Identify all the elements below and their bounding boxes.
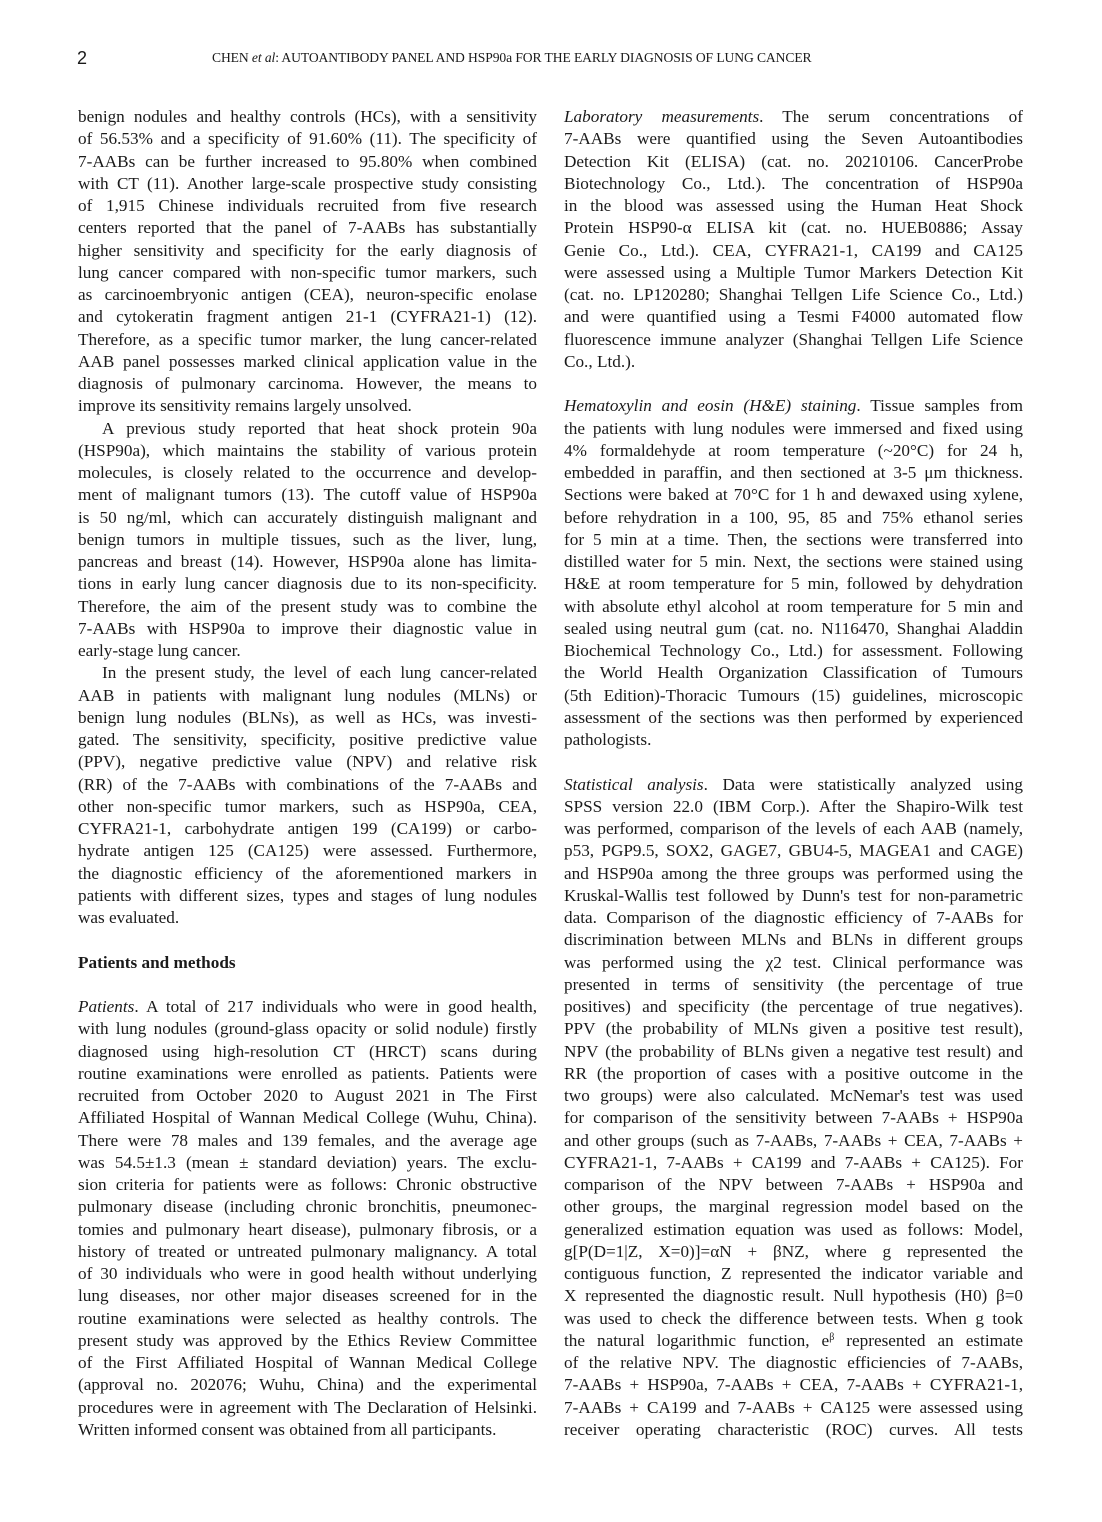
- text-line: the World Health Organization Classification of Tumours: [564, 663, 1023, 683]
- text-line: 7-AABs were quantified using the Seven Autoantibodies: [564, 129, 1023, 149]
- text-line: g[P(D=1|Z, X=0)]=αN + βNZ, where g represented the: [564, 1241, 1023, 1261]
- subsection-lead: Hematoxylin and eosin (H&E) staining: [564, 396, 857, 416]
- text-line: pancreas and breast (14). However, HSP90a alone has limita-: [78, 552, 537, 571]
- text-line: was used to check the difference between tests. When g took: [564, 1308, 1023, 1328]
- text-line: of the relative NPV. The diagnostic efficiencies of 7-AABs,: [564, 1353, 1023, 1372]
- text-line: (RR) of the 7-AABs with combinations of the 7-AABs and: [78, 774, 537, 794]
- text-line: of 1,915 Chinese individuals recruited from five research: [78, 196, 537, 215]
- running-head-prefix: CHEN: [212, 50, 252, 65]
- text-line: data. Comparison of the diagnostic efficiency of 7-AABs for: [564, 908, 1023, 927]
- text-line: contiguous function, Z represented the indicator variable and: [564, 1264, 1023, 1283]
- text-line: as carcinoembryonic antigen (CEA), neuron-specific enolase: [78, 285, 537, 304]
- text-line: patients with different sizes, types and stages of lung nodules: [78, 885, 537, 905]
- text-span: . Tissue samples from: [856, 396, 1023, 416]
- text-line: early-stage lung cancer.: [78, 641, 241, 660]
- text-line: sealed using neutral gum (cat. no. N116470, Shanghai Aladdin: [564, 618, 1023, 638]
- text-line: of the First Affiliated Hospital of Wannan Medical College: [78, 1353, 537, 1372]
- text-line: the diagnostic efficiency of the aforementioned markers in: [78, 863, 537, 883]
- text-line: lung diseases, nor other major diseases screened for in the: [78, 1286, 537, 1306]
- running-head-title: : AUTOANTIBODY PANEL AND HSP90a FOR THE EARLY DIAGNOSIS OF LUNG CANCER: [275, 50, 812, 65]
- text-line: before rehydration in a 100, 95, 85 and 75% ethanol series: [564, 507, 1023, 527]
- text-line: Biochemical Technology Co., Ltd.) for assessment. Following: [564, 641, 1023, 660]
- text-line: centers reported that the panel of 7-AABs has substantially: [78, 218, 537, 238]
- running-head-et-al: et al: [251, 50, 276, 65]
- text-line: SPSS version 22.0 (IBM Corp.). After the Shapiro-Wilk test: [564, 796, 1023, 816]
- text-line: in the blood was assessed using the Human Heat Shock: [564, 196, 1023, 215]
- text-line: (cat. no. LP120280; Shanghai Tellgen Life Science Co., Ltd.): [564, 285, 1023, 304]
- text-line: was 54.5±1.3 (mean ± standard deviation) years. The exclu-: [78, 1152, 537, 1172]
- text-line: Co., Ltd.).: [564, 351, 636, 371]
- text-line: (approval no. 202076; Wuhu, China) and the experimental: [78, 1375, 537, 1395]
- text-line: gated. The sensitivity, specificity, positive predictive value: [78, 730, 537, 749]
- text-line: Biotechnology Co., Ltd.). The concentration of HSP90a: [564, 173, 1023, 193]
- text-line: and HSP90a among the three groups was performed using the: [564, 863, 1023, 883]
- text-line: [78, 996, 537, 1018]
- subsection-lead: Statistical analysis: [564, 774, 704, 794]
- text-line: 7-AABs with HSP90a to improve their diagnostic value in: [78, 618, 537, 638]
- text-line: A previous study reported that heat shock protein 90a: [102, 418, 537, 438]
- he-staining-paragraph: [564, 395, 1023, 751]
- text-span: represented an estimate: [834, 1330, 1023, 1350]
- text-line: with CT (11). Another large-scale prospective study consisting: [78, 173, 537, 193]
- text-line: positives) and specificity (the percentage of true negatives).: [564, 997, 1023, 1016]
- text-line: In the present study, the level of each lung cancer-related: [102, 663, 537, 683]
- lab-measurements-paragraph: [564, 106, 1023, 373]
- text-line: assessment of the sections was then performed by experienced: [564, 707, 1023, 727]
- text-span: . Data were statistically analyzed using: [703, 774, 1023, 794]
- page-number: 2: [77, 48, 88, 68]
- text-line: routine examinations were selected as healthy controls. The: [78, 1308, 537, 1328]
- text-line: was performed, comparison of the levels of each AAB (namely,: [564, 819, 1023, 838]
- text-line: were assessed using a Multiple Tumor Markers Detection Kit: [564, 262, 1023, 282]
- left-column: [78, 106, 537, 1441]
- spacer: [78, 974, 537, 996]
- text-line: AAB in patients with malignant lung nodules (MLNs) or: [78, 685, 537, 705]
- text-line: distilled water for 5 min. Next, the sections were stained using: [564, 552, 1023, 571]
- text-line: pulmonary disease (including chronic bronchitis, pneumonec-: [78, 1197, 537, 1217]
- spacer: [78, 929, 537, 951]
- text-line: higher sensitivity and specificity for the early diagnosis of: [78, 240, 537, 260]
- text-line: There were 78 males and 139 females, and the average age: [78, 1130, 537, 1150]
- text-line: history of treated or untreated pulmonary malignancy. A total: [78, 1241, 537, 1261]
- text-line: PPV (the probability of MLNs given a positive test result),: [564, 1019, 1023, 1039]
- text-line: [564, 395, 1023, 417]
- beta-superscript: β: [829, 1331, 835, 1343]
- text-line: two groups) were also calculated. McNemar's test was used: [564, 1086, 1023, 1105]
- text-line: p53, PGP9.5, SOX2, GAGE7, GBU4-5, MAGEA1 and CAGE): [564, 841, 1023, 861]
- running-head: [212, 50, 812, 66]
- text-line: other groups, the marginal regression model based on the: [564, 1197, 1023, 1217]
- intro-continued-paragraph: [78, 106, 537, 418]
- text-line: of 30 individuals who were in good health without underlying: [78, 1264, 537, 1283]
- text-line: comparison of the NPV between 7-AABs + HSP90a and: [564, 1175, 1023, 1194]
- text-line: 7-AABs + HSP90a, 7-AABs + CEA, 7-AABs + CYFRA21-1,: [564, 1375, 1023, 1395]
- text-line: benign tumors in multiple tissues, such as the liver, lung,: [78, 529, 537, 549]
- text-line: with lung nodules (ground-glass opacity or solid nodule) firstly: [78, 1019, 537, 1039]
- subsection-lead: Patients: [78, 997, 135, 1016]
- text-line: diagnosis of pulmonary carcinoma. However, the means to: [78, 374, 537, 393]
- text-line: 7-AABs + CA199 and 7-AABs + CA125 were assessed using: [564, 1397, 1023, 1417]
- text-line: with absolute ethyl alcohol at room temperature for 5 min and: [564, 596, 1023, 616]
- subsection-lead: Laboratory measurements: [564, 107, 760, 126]
- text-line: and other groups (such as 7-AABs, 7-AABs + CEA, 7-AABs +: [564, 1130, 1023, 1150]
- text-line: embedded in paraffin, and then sectioned at 3-5 μm thickness.: [564, 463, 1023, 482]
- text-line: pathologists.: [564, 730, 652, 749]
- spacer: [564, 373, 1023, 395]
- text-line: diagnosed using high-resolution CT (HRCT) scans during: [78, 1041, 537, 1061]
- text-line: Therefore, the aim of the present study was to combine the: [78, 596, 537, 616]
- text-line: [564, 106, 1023, 128]
- text-line: and cytokeratin fragment antigen 21-1 (CYFRA21-1) (12).: [78, 307, 537, 327]
- text-line: NPV (the probability of BLNs given a negative test result) and: [564, 1041, 1023, 1061]
- text-line: [564, 774, 1023, 796]
- text-line: procedures were in agreement with The Declaration of Helsinki.: [78, 1397, 537, 1417]
- text-line: CYFRA21-1, carbohydrate antigen 199 (CA199) or carbo-: [78, 819, 537, 838]
- spacer: [564, 751, 1023, 773]
- text-line: hydrate antigen 125 (CA125) were assessed. Furthermore,: [78, 841, 537, 861]
- text-line: generalized estimation equation was used as follows: Model,: [564, 1219, 1023, 1239]
- text-line: Detection Kit (ELISA) (cat. no. 20210106. CancerProbe: [564, 151, 1023, 171]
- text-line: (5th Edition)-Thoracic Tumours (15) guidelines, microscopic: [564, 685, 1023, 705]
- text-line: CYFRA21-1, 7-AABs + CA199 and 7-AABs + CA125). For: [564, 1152, 1023, 1172]
- text-line: and were quantified using a Tesmi F4000 automated flow: [564, 307, 1023, 327]
- text-line: Sections were baked at 70°C for 1 h and dewaxed using xylene,: [564, 485, 1023, 505]
- text-span: . A total of 217 individuals who were in good health,: [134, 997, 537, 1016]
- text-line: ment of malignant tumors (13). The cutoff value of HSP90a: [78, 485, 537, 505]
- text-line: fluorescence immune analyzer (Shanghai Tellgen Life Science: [564, 329, 1023, 349]
- text-line: lung cancer compared with non-specific tumor markers, such: [78, 262, 537, 282]
- text-line: Protein HSP90-α ELISA kit (cat. no. HUEB0886; Assay: [564, 218, 1023, 238]
- text-line: benign nodules and healthy controls (HCs), with a sensitivity: [78, 107, 537, 126]
- text-line: 4% formaldehyde at room temperature (~20°C) for 24 h,: [564, 440, 1023, 460]
- text-line: the patients with lung nodules were immersed and fixed using: [564, 418, 1023, 438]
- text-line: is 50 ng/ml, which can accurately distinguish malignant and: [78, 507, 537, 527]
- present-study-paragraph: [78, 662, 537, 929]
- text-line: receiver operating characteristic (ROC) curves. All tests: [564, 1419, 1023, 1439]
- text-line: benign lung nodules (BLNs), as well as HCs, was investi-: [78, 707, 537, 727]
- text-line: for comparison of the sensitivity between 7-AABs + HSP90a: [564, 1108, 1023, 1128]
- statistical-analysis-paragraph: [564, 774, 1023, 1442]
- text-line: presented in terms of sensitivity (the percentage of true: [564, 974, 1023, 994]
- right-column: [564, 106, 1023, 1441]
- text-line: present study was approved by the Ethics Review Committee: [78, 1330, 537, 1350]
- text-line: discrimination between MLNs and BLNs in different groups: [564, 930, 1023, 950]
- text-line: sion criteria for patients were as follows: Chronic obstructive: [78, 1175, 537, 1194]
- text-span: the natural logarithmic function, e: [564, 1330, 830, 1350]
- text-line: molecules, is closely related to the occurrence and develop-: [78, 463, 537, 482]
- text-line: Written informed consent was obtained from all participants.: [78, 1419, 497, 1439]
- text-line: H&E at room temperature for 5 min, followed by dehydration: [564, 574, 1023, 594]
- text-line: Kruskal-Wallis test followed by Dunn's test for non-parametric: [564, 885, 1023, 905]
- text-line: was performed using the χ2 test. Clinical performance was: [564, 952, 1023, 972]
- text-line: routine examinations were enrolled as patients. Patients were: [78, 1063, 537, 1083]
- text-line: tomies and pulmonary heart disease), pulmonary fibrosis, or a: [78, 1219, 537, 1239]
- text-line: (PPV), negative predictive value (NPV) and relative risk: [78, 752, 537, 772]
- text-line: X represented the diagnostic result. Null hypothesis (H0) β=0: [564, 1286, 1023, 1306]
- text-line: (HSP90a), which maintains the stability of various protein: [78, 440, 537, 460]
- text-line: tions in early lung cancer diagnosis due to its non-specificity.: [78, 574, 537, 594]
- text-line: Therefore, as a specific tumor marker, the lung cancer-related: [78, 329, 537, 349]
- text-line: improve its sensitivity remains largely unsolved.: [78, 396, 412, 416]
- text-line: other non-specific tumor markers, such as HSP90a, CEA,: [78, 796, 537, 816]
- text-line: [564, 1330, 1023, 1352]
- text-line: of 56.53% and a specificity of 91.60% (11). The specificity of: [78, 129, 537, 149]
- section-heading: Patients and methods: [78, 952, 236, 972]
- text-line: Affiliated Hospital of Wannan Medical College (Wuhu, China).: [78, 1108, 537, 1128]
- patients-paragraph: [78, 996, 537, 1441]
- text-line: Genie Co., Ltd.). CEA, CYFRA21-1, CA199 and CA125: [564, 240, 1023, 260]
- text-line: AAB panel possesses marked clinical application value in the: [78, 351, 537, 371]
- text-span: . The serum concentrations of: [759, 107, 1023, 126]
- hsp90a-paragraph: [78, 418, 537, 663]
- text-line: for 5 min at a time. Then, the sections were transferred into: [564, 529, 1023, 549]
- text-line: recruited from October 2020 to August 2021 in The First: [78, 1086, 537, 1105]
- text-line: RR (the proportion of cases with a positive outcome in the: [564, 1063, 1023, 1083]
- text-line: was evaluated.: [78, 908, 180, 927]
- text-line: 7-AABs can be further increased to 95.80% when combined: [78, 151, 537, 171]
